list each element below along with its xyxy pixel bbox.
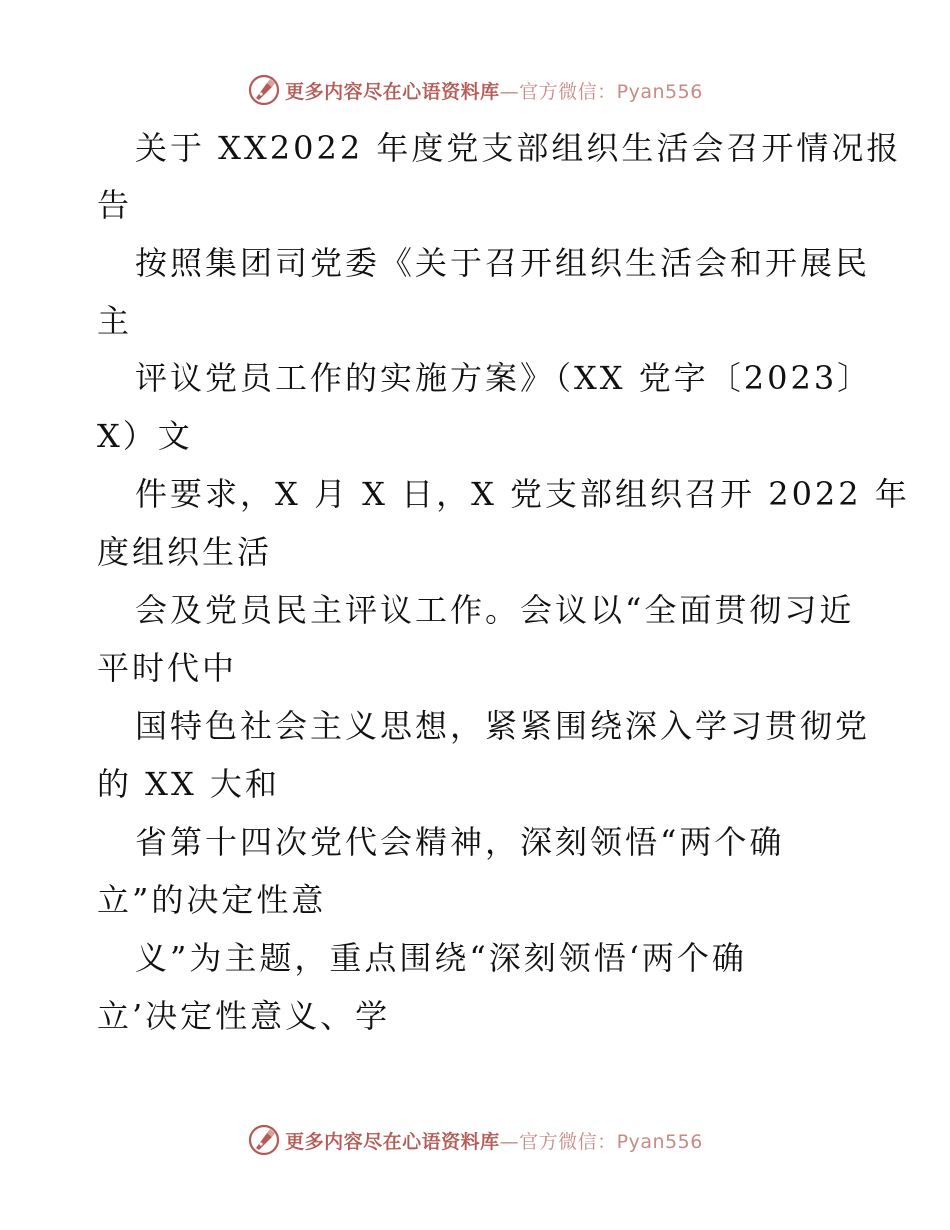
paragraph-line: 评议党员工作的实施方案》（XX 党字〔2023〕	[135, 359, 873, 397]
paragraph-line: X）文	[97, 417, 193, 455]
paragraph-line: 省第十四次党代会精神，深刻领悟“两个确	[135, 823, 785, 861]
pen-nib-logo-icon	[247, 73, 281, 107]
paragraph-line: 立’决定性意义、学	[97, 997, 391, 1035]
watermark-brand-text: 更多内容尽在心语资料库	[285, 1130, 500, 1153]
paragraph-line: 的 XX 大和	[97, 765, 280, 803]
watermark-separator: —	[499, 1130, 520, 1153]
title-line-2: 告	[97, 186, 133, 224]
paragraph-line: 义”为主题，重点围绕“深刻领悟‘两个确	[135, 939, 747, 977]
paragraph-line: 会及党员民主评议工作。会议以“全面贯彻习近	[135, 591, 855, 629]
paragraph-line: 立”的决定性意	[97, 881, 327, 919]
pen-nib-logo-icon	[247, 1123, 281, 1157]
paragraph-line: 按照集团司党委《关于召开组织生活会和开展民	[135, 244, 871, 282]
paragraph-line: 件要求，X 月 X 日，X 党支部组织召开 2022 年	[135, 475, 910, 513]
watermark-contact-text: 官方微信：Pyan556	[519, 1130, 703, 1153]
title-line-1: 关于 XX2022 年度党支部组织生活会召开情况报	[135, 129, 902, 167]
paragraph-line: 国特色社会主义思想，紧紧围绕深入学习贯彻党	[135, 707, 871, 745]
watermark-brand-text: 更多内容尽在心语资料库	[285, 80, 500, 103]
watermark-separator: —	[499, 80, 520, 103]
watermark-contact-text: 官方微信：Pyan556	[519, 80, 703, 103]
footer-watermark	[0, 1120, 950, 1160]
paragraph-line: 平时代中	[97, 649, 238, 687]
header-watermark	[0, 70, 950, 110]
paragraph-line: 度组织生活	[97, 533, 273, 571]
paragraph-line: 主	[97, 302, 133, 340]
